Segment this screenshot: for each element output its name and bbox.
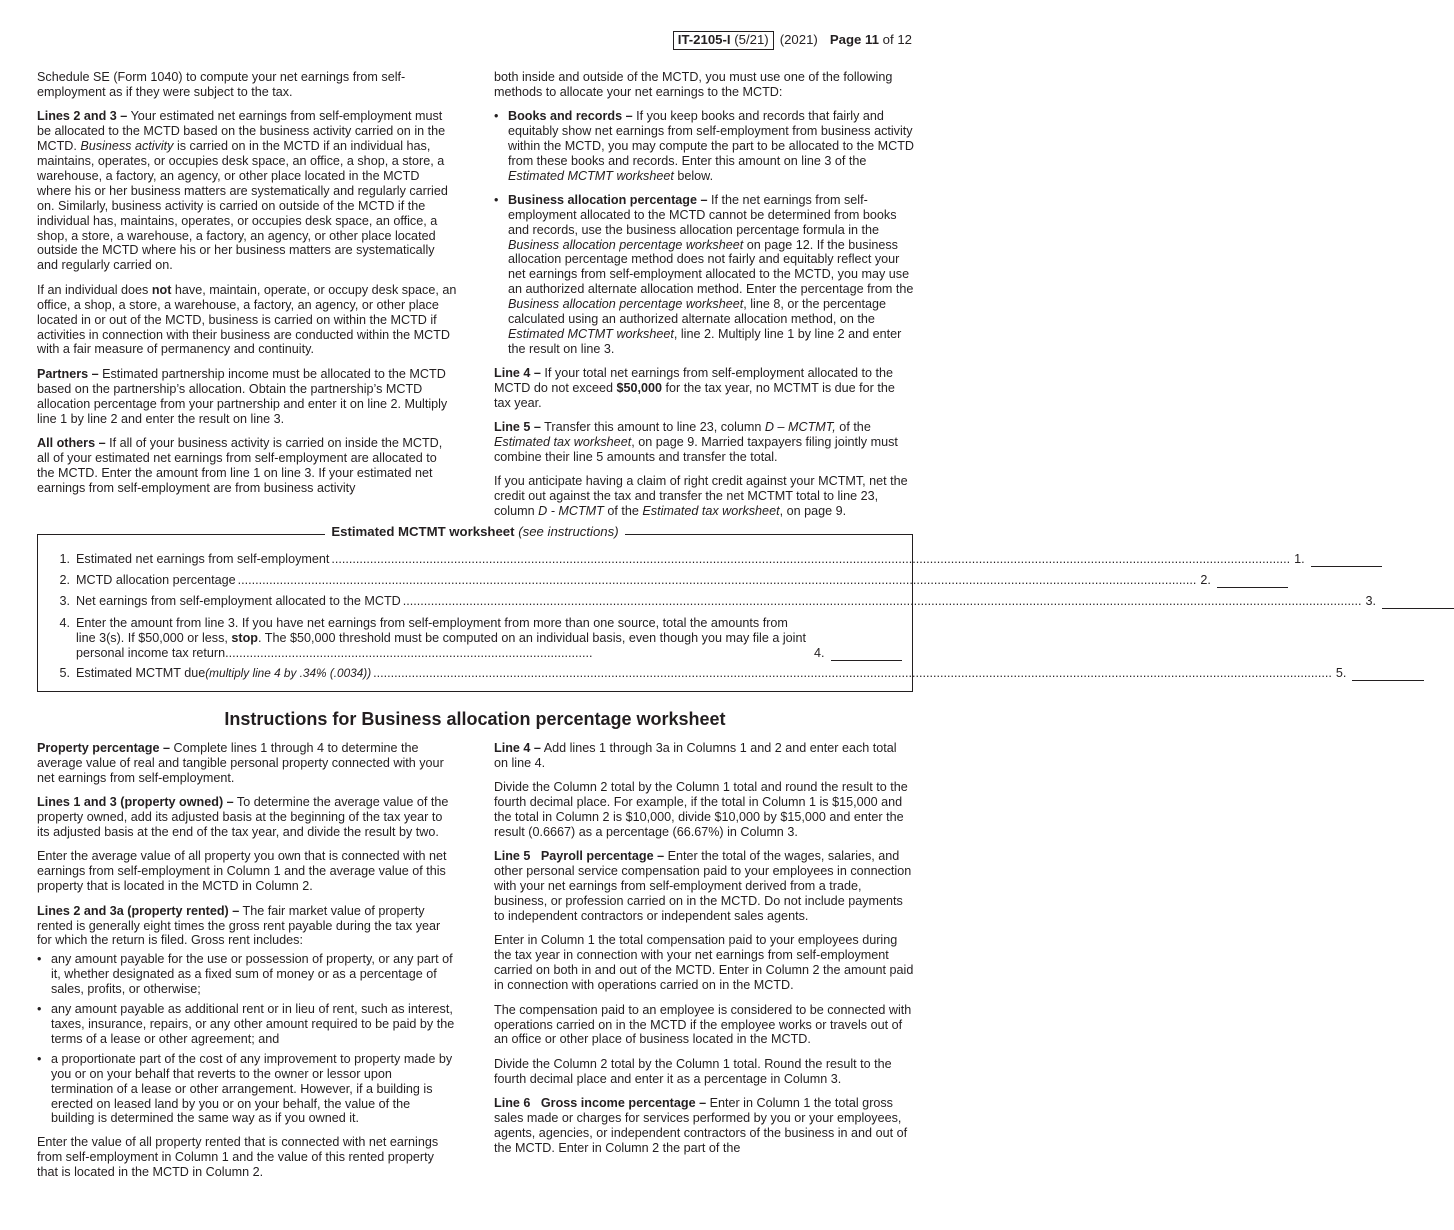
worksheet-row: 1. Estimated net earnings from self-employment .................................................................................................................................................................................................................................................................................. 1. (52, 552, 902, 567)
entry-line-1[interactable]: 1. (1290, 552, 1382, 567)
instructions-right-column (494, 741, 914, 1165)
page-header (673, 31, 912, 50)
paragraph-line-4: Line 4 – If your total net earnings from self-employment allocated to the MCTD do not exceed $50,000 for the tax year, no MCTMT is due for the tax year. (494, 365, 895, 410)
paragraph-gross-income: Line 6 Gross income percentage – Enter in Column 1 the total gross sales made or charges for services performed by you or your employees, agents, agencies, or independent contractors of the business in and out of the MCTD. Enter in Column 2 the part of the (494, 1096, 908, 1155)
list-item-business-allocation: • Business allocation percentage – If the net earnings from self-employment allocated to the MCTD cannot be determined from books and records, use the business allocation percentage formula in the Business allocation percentage worksheet on page 12. If the business allocation percentage method does not fairly and equitably reflect your net earnings from self-employment allocated to the MCTD, you may use an authorized alternate allocation method. Enter the percentage from the Business allocation percentage worksheet, line 8, or the percentage calculated using an authorized alternate allocation method, on the Estimated MCTMT worksheet, line 2. Multiply line 1 by line 2 and enter the result on line 3. (494, 193, 914, 357)
entry-line-3[interactable]: 3. (1362, 594, 1454, 609)
paragraph: The compensation paid to an employee is considered to be connected with operations carried on in the MCTD if the employee works or travels out of an office or other place of business located in the MCTD. (494, 1002, 912, 1047)
paragraph-all-others: All others – If all of your business activity is carried on inside the MCTD, all of your estimated net earnings from self-employment are allocated to the MCTD. Enter the amount from line 1 on line 3. If your estimated net earnings from self-employment are from business activity (37, 435, 443, 495)
tax-year: (2021) (779, 32, 818, 47)
worksheet-row: 4. Enter the amount from line 3. If you have net earnings from self-employment from more than one source, total the amounts from line 3(s). If $50,000 or less, stop. The $50,000 threshold must be computed on an individual basis, even though you may file a joint personal income tax return......................................................................................................... 4. (52, 616, 902, 661)
paragraph-lines-2-3a: Lines 2 and 3a (property rented) – The fair market value of property rented is generally eight times the gross rent payable during the tax year for which the return is filed. Gross rent includes: (37, 903, 441, 948)
paragraph-partners: Partners – Estimated partnership income must be allocated to the MCTD based on the partnership’s allocation. Obtain the partnership’s MCTD allocation percentage from your partnership and enter it on line 2. Multiply line 1 by line 2 and enter the result on line 3. (37, 366, 448, 426)
list-item: • a proportionate part of the cost of any improvement to property made by you or on your behalf that reverts to the owner or lessor upon termination of a lease or other arrangement. However, if a building is erected on leased land by you or on your behalf, the value of the building is determined the same way as if you owned it. (37, 1052, 457, 1127)
paragraph-lines-1-3: Lines 1 and 3 (property owned) – To determine the average value of the property owned, add its adjusted basis at the beginning of the tax year to its adjusted basis at the end of the tax year, and divide the result by two. (37, 795, 449, 840)
list-item: • any amount payable as additional rent or in lieu of rent, such as interest, taxes, insurance, repairs, or any other amount required to be paid by the terms of a lease or other agreement; and (37, 1002, 457, 1047)
form-id-box (673, 31, 774, 50)
gross-rent-list (37, 952, 457, 1126)
paragraph: If an individual does not have, maintain, operate, or occupy desk space, an office, a shop, a store, a warehouse, a factory, an agency, or other place located in or out of the MCTD, business is carried on within the MCTD if activities in connection with their business are conducted within the MCTD with a fair measure of permanency and continuity. (37, 282, 457, 357)
estimated-mctmt-worksheet (37, 524, 1377, 692)
paragraph-claim-of-right: If you anticipate having a claim of right credit against your MCTMT, net the credit out against the tax and transfer the net MCTMT total to line 23, column D - MCTMT of the Estimated tax worksheet, on page 9. (494, 474, 908, 519)
paragraph-lines-2-3: Lines 2 and 3 – Your estimated net earnings from self-employment must be allocated to the MCTD based on the business activity carried on in the MCTD. Business activity is carried on in the MCTD if an individual has, maintains, operates, or occupies desk space, an office, a shop, a store, a warehouse, a factory, an agency, or other place located in the MCTD where his or her business matters are systematically and regularly carried on. Similarly, business activity is carried on outside of the MCTD if the individual has, maintains, operates, or occupies desk space, an office, a shop, a store, a warehouse, a factory, an agency, or other place located outside the MCTD where his or her business matters are systematically and regularly carried on. (37, 109, 448, 273)
form-number: IT-2105-I (677, 32, 731, 47)
paragraph: Divide the Column 2 total by the Column 1 total. Round the result to the fourth decimal place and enter it as a percentage in Column 3. (494, 1056, 892, 1086)
paragraph-payroll: Line 5 Payroll percentage – Enter the total of the wages, salaries, and other personal service compensation paid to your employees in connection with your net earnings from self-employment derived from a trade, business, or profession carried on in the MCTD. Do not include payments to independent contractors or independent sales agents. (494, 849, 912, 924)
page-number: 11 (865, 32, 879, 47)
entry-line-2[interactable]: 2. (1196, 573, 1288, 588)
worksheet-row: 5. Estimated MCTMT due (multiply line 4 by .34% (.0034)) .................................................................................................................................................................................................................................................................................. 5. (52, 666, 902, 681)
paragraph-property-percentage: Property percentage – Complete lines 1 through 4 to determine the average value of real and tangible personal property connected with your net earnings from self-employment. (37, 741, 444, 785)
form-revision: (5/21) (734, 32, 769, 47)
instructions-left-column (37, 741, 457, 1190)
paragraph: Enter the average value of all property you own that is connected with net earnings from self-employment in Column 1 and the average value of this property that is located in the MCTD in Column 2. (37, 849, 447, 894)
page-indicator: Page 11 of 12 (829, 32, 912, 47)
method-list (494, 109, 914, 357)
list-item-books-records: • Books and records – If you keep books and records that fairly and equitably show net earnings from self-employment from business activity within the MCTD, you may compute the part to be allocated to the MCTD from these books and records. Enter this amount on line 3 of the Estimated MCTMT worksheet below. (494, 109, 914, 184)
list-item: • any amount payable for the use or possession of property, or any part of it, whether designated as a fixed sum of money or as a percentage of sales, profits, or otherwise; (37, 952, 457, 997)
top-right-column (494, 70, 914, 528)
paragraph: Enter in Column 1 the total compensation paid to your employees during the tax year in connection with your net earnings from self-employment carried on both in and out of the MCTD. Enter in Column 2 the amount paid in connection with operations carried on in the MCTD. (494, 933, 914, 993)
paragraph-line-5: Line 5 – Transfer this amount to line 23, column D – MCTMT, of the Estimated tax worksheet, on page 9. Married taxpayers filing jointly must combine their line 5 amounts and transfer the total. (494, 420, 898, 464)
paragraph: both inside and outside of the MCTD, you must use one of the following methods to allocate your net earnings to the MCTD: (494, 70, 893, 99)
worksheet-title: Estimated MCTMT worksheet (see instructions) (38, 525, 912, 540)
instructions-title: Instructions for Business allocation percentage worksheet (224, 709, 726, 729)
paragraph: Divide the Column 2 total by the Column 1 total and round the result to the fourth decimal place. For example, if the total in Column 1 is $15,000 and the total in Column 2 is $10,000, divide $10,000 by $15,000 and enter the result (0.6667) as a percentage (66.67%) in Column 3. (494, 780, 908, 840)
paragraph: Enter the value of all property rented that is connected with net earnings from self-employment in Column 1 and the value of this rented property that is located in the MCTD in Column 2. (37, 1135, 439, 1180)
entry-line-5[interactable]: 5. (1332, 666, 1424, 681)
entry-line-4[interactable]: 4. (810, 646, 902, 661)
paragraph: Schedule SE (Form 1040) to compute your net earnings from self-employment as if they were subject to the tax. (37, 70, 406, 99)
paragraph-line-4: Line 4 – Add lines 1 through 3a in Columns 1 and 2 and enter each total on line 4. (494, 741, 897, 770)
worksheet-row: 3. Net earnings from self-employment allocated to the MCTD .................................................................................................................................................................................................................................................................................. 3. (52, 594, 902, 609)
top-left-column (37, 70, 457, 505)
worksheet-row: 2. MCTD allocation percentage .................................................................................................................................................................................................................................................................................. 2. (52, 573, 902, 588)
